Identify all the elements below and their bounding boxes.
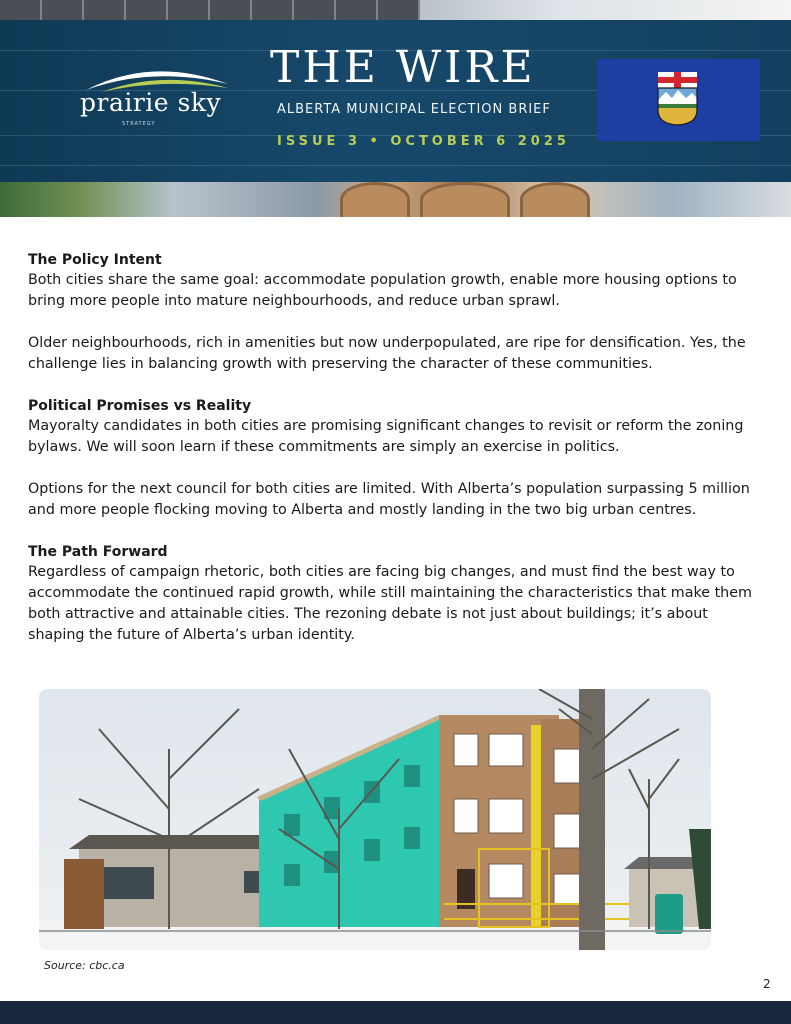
bridge-arch — [520, 182, 590, 217]
infill-building-image — [39, 689, 711, 950]
logo-subtext: STRATEGY — [122, 121, 156, 127]
bridge-arch — [420, 182, 510, 217]
paragraph: Both cities share the same goal: accommodate population growth, enable more housing options to bring more people into mature neighbourhoods, and reduce urban sprawl. — [28, 272, 737, 309]
paragraph: Regardless of campaign rhetoric, both cities are facing big changes, and must find the best way to accommodate the continued rapid growth, while still maintaining the characteristics that make them both attractive and attainable cities. The rezoning debate is not just about buildings; it’s about shaping the future of Alberta’s urban identity. — [28, 564, 752, 643]
section-policy-intent — [28, 250, 758, 375]
construction-photo — [39, 689, 711, 950]
section-path-forward — [28, 542, 758, 646]
section-heading: The Policy Intent — [28, 252, 162, 268]
alberta-crest-icon — [656, 70, 699, 126]
footer-bar — [0, 1001, 791, 1024]
section-political-promises — [28, 396, 758, 521]
section-heading: The Path Forward — [28, 544, 168, 560]
alberta-flag-icon — [597, 59, 760, 141]
article-body — [28, 250, 758, 667]
newsletter-subtitle: ALBERTA MUNICIPAL ELECTION BRIEF — [277, 102, 551, 117]
bridge-arch — [340, 182, 410, 217]
logo-text: prairie sky — [80, 88, 222, 117]
issue-date: ISSUE 3 • OCTOBER 6 2025 — [277, 134, 570, 149]
newsletter-title: THE WIRE — [270, 42, 536, 93]
paragraph: Older neighbourhoods, rich in amenities but now underpopulated, are ripe for densification. Yes, the challenge lies in balancing growth with preserving the character of these communities. — [28, 335, 746, 372]
prairie-sky-logo — [80, 62, 235, 132]
banner-bridge-deck — [0, 0, 420, 20]
section-heading: Political Promises vs Reality — [28, 398, 252, 414]
header-banner — [0, 0, 791, 217]
paragraph: Mayoralty candidates in both cities are promising significant changes to revisit or reform the zoning bylaws. We will soon learn if these commitments are simply an exercise in politics. — [28, 418, 744, 455]
page-number: 2 — [763, 977, 771, 991]
photo-source-caption: Source: cbc.ca — [44, 959, 125, 972]
paragraph: Options for the next council for both cities are limited. With Alberta’s population surpassing 5 million and more people flocking moving to Alberta and mostly landing in the two big urban centres. — [28, 481, 750, 518]
